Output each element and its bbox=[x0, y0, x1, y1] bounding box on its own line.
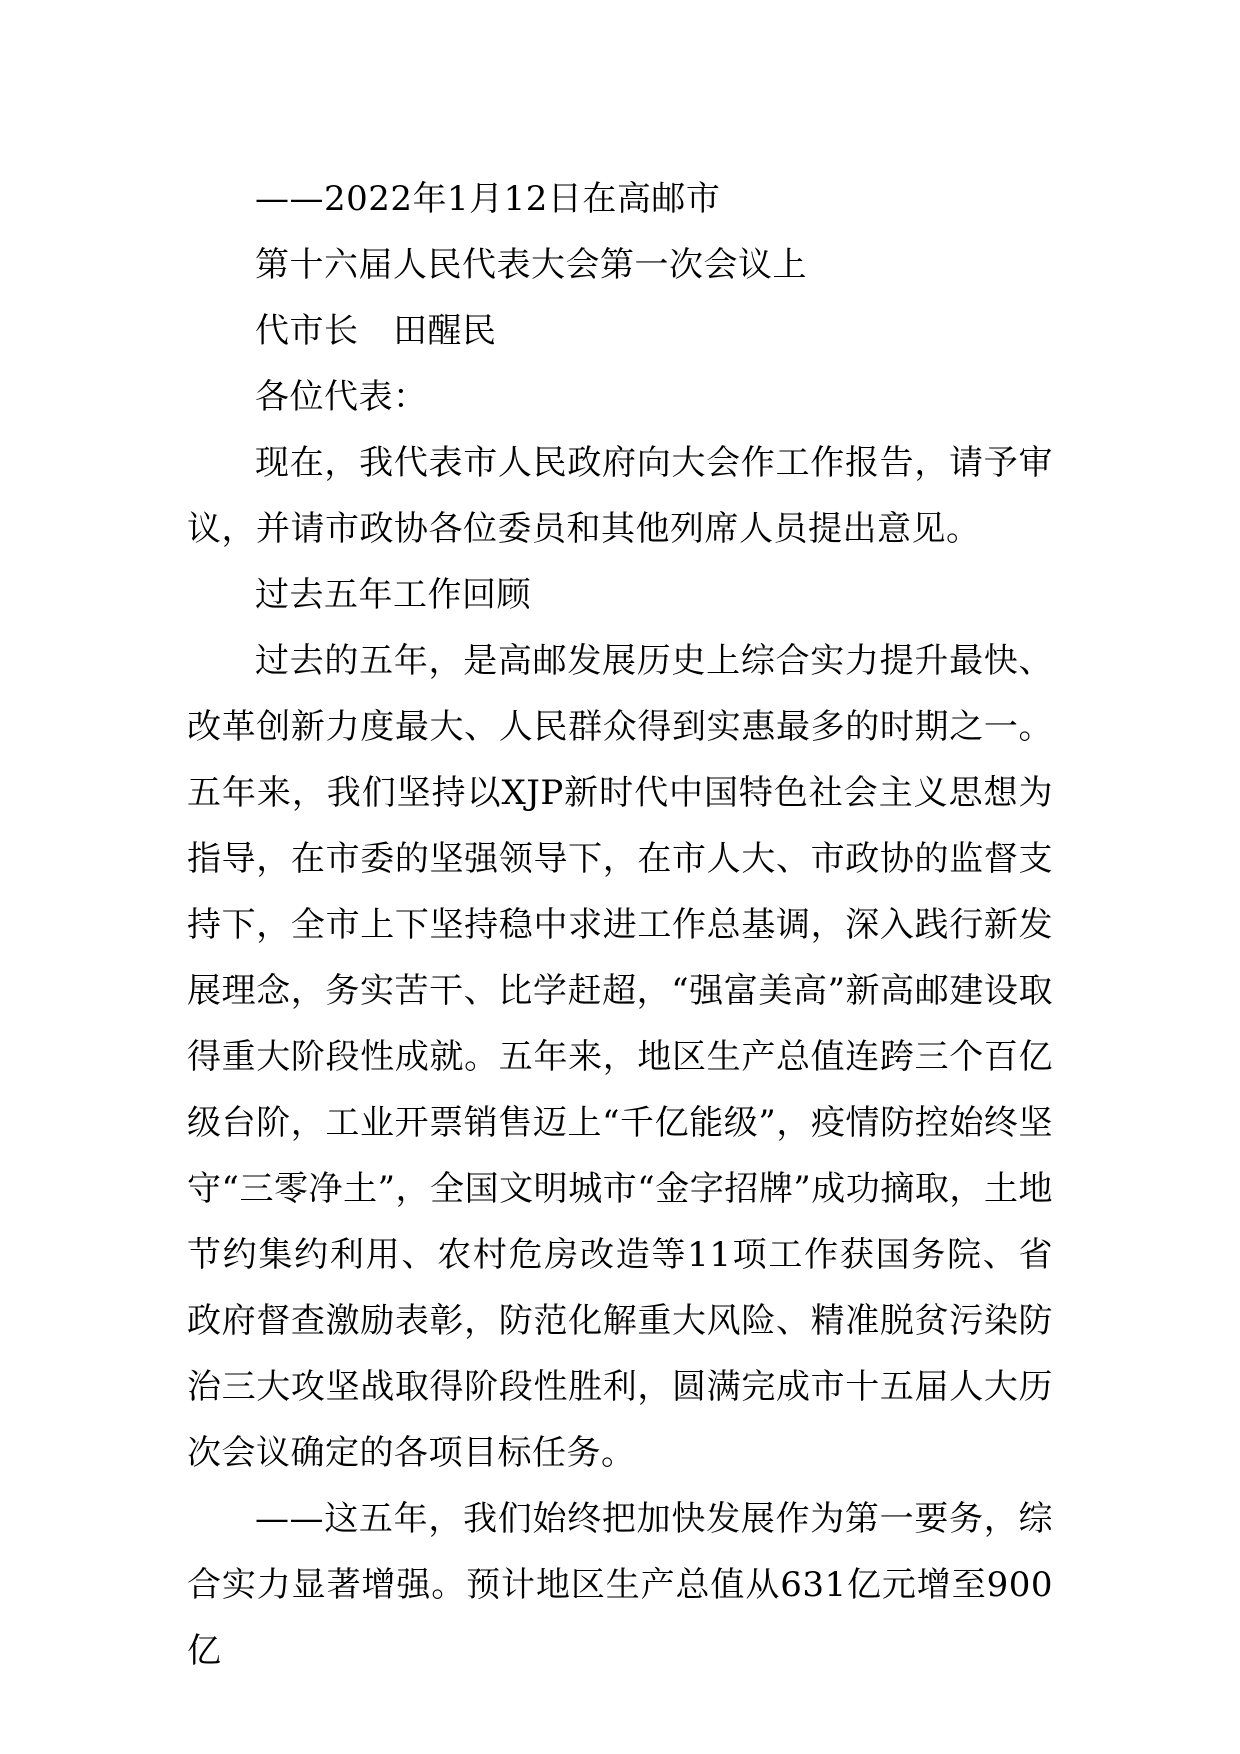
paragraph-review: 过去的五年，是高邮发展历史上综合实力提升最快、改革创新力度最大、人民群众得到实惠最多的时期之一。五年来，我们坚持以XJP新时代中国特色社会主义思想为指导，在市委的坚强领导下，在市人大、市政协的监督支持下，全市上下坚持稳中求进工作总基调，深入践行新发展理念，务实苦干、比学赶超，“强富美高”新高邮建设取得重大阶段性成就。五年来，地区生产总值连跨三个百亿级台阶，工业开票销售迈上“千亿能级”，疫情防控始终坚守“三零净土”，全国文明城市“金字招牌”成功摘取，土地节约集约利用、农村危房改造等11项工作获国务院、省政府督查激励表彰，防范化解重大风险、精准脱贫污染防治三大攻坚战取得阶段性胜利，圆满完成市十五届人大历次会议确定的各项目标任务。 bbox=[187, 641, 1053, 1473]
subtitle-date-line: ——2022年1月12日在高邮市 bbox=[255, 179, 721, 219]
paragraph-opening: 现在，我代表市人民政府向大会作工作报告，请予审议，并请市政协各位委员和其他列席人员提出意见。 bbox=[187, 443, 1053, 549]
document-body bbox=[187, 166, 1053, 1684]
subtitle-meeting-line: 第十六届人民代表大会第一次会议上 bbox=[255, 245, 807, 285]
salutation: 各位代表： bbox=[255, 377, 428, 417]
section-heading: 过去五年工作回顾 bbox=[255, 575, 531, 615]
paragraph-growth: ——这五年，我们始终把加快发展作为第一要务，综合实力显著增强。预计地区生产总值从631亿元增至900亿 bbox=[187, 1499, 1053, 1671]
speaker-line: 代市长 田醒民 bbox=[255, 311, 497, 351]
